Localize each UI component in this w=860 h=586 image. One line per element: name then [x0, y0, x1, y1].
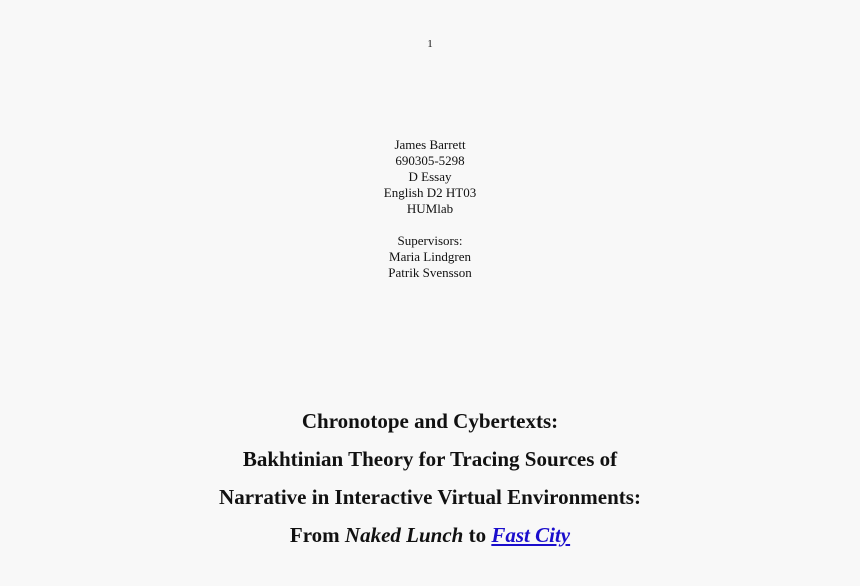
author-name: James Barrett: [394, 137, 466, 152]
supervisor-name: Patrik Svensson: [388, 265, 472, 280]
author-block: [0, 137, 860, 281]
spacer: [0, 217, 860, 233]
title-book-name: Naked Lunch: [344, 523, 464, 547]
title-line-1: Chronotope and Cybertexts:: [301, 409, 559, 433]
author-id: 690305-5298: [395, 153, 465, 168]
title-line-4: [0, 516, 860, 554]
page-number: 1: [427, 38, 433, 50]
supervisor-name: Maria Lindgren: [389, 249, 471, 264]
supervisors-label: Supervisors:: [397, 233, 463, 248]
fast-city-link[interactable]: Fast City: [491, 523, 571, 547]
essay-type: D Essay: [408, 169, 452, 184]
title-from: From: [289, 523, 345, 547]
title-to: to: [463, 523, 492, 547]
department: HUMlab: [406, 201, 454, 216]
essay-title: [0, 402, 860, 554]
course-code: English D2 HT03: [383, 185, 477, 200]
title-line-3: Narrative in Interactive Virtual Environments:: [219, 485, 641, 509]
title-line-2: Bakhtinian Theory for Tracing Sources of: [242, 447, 618, 471]
